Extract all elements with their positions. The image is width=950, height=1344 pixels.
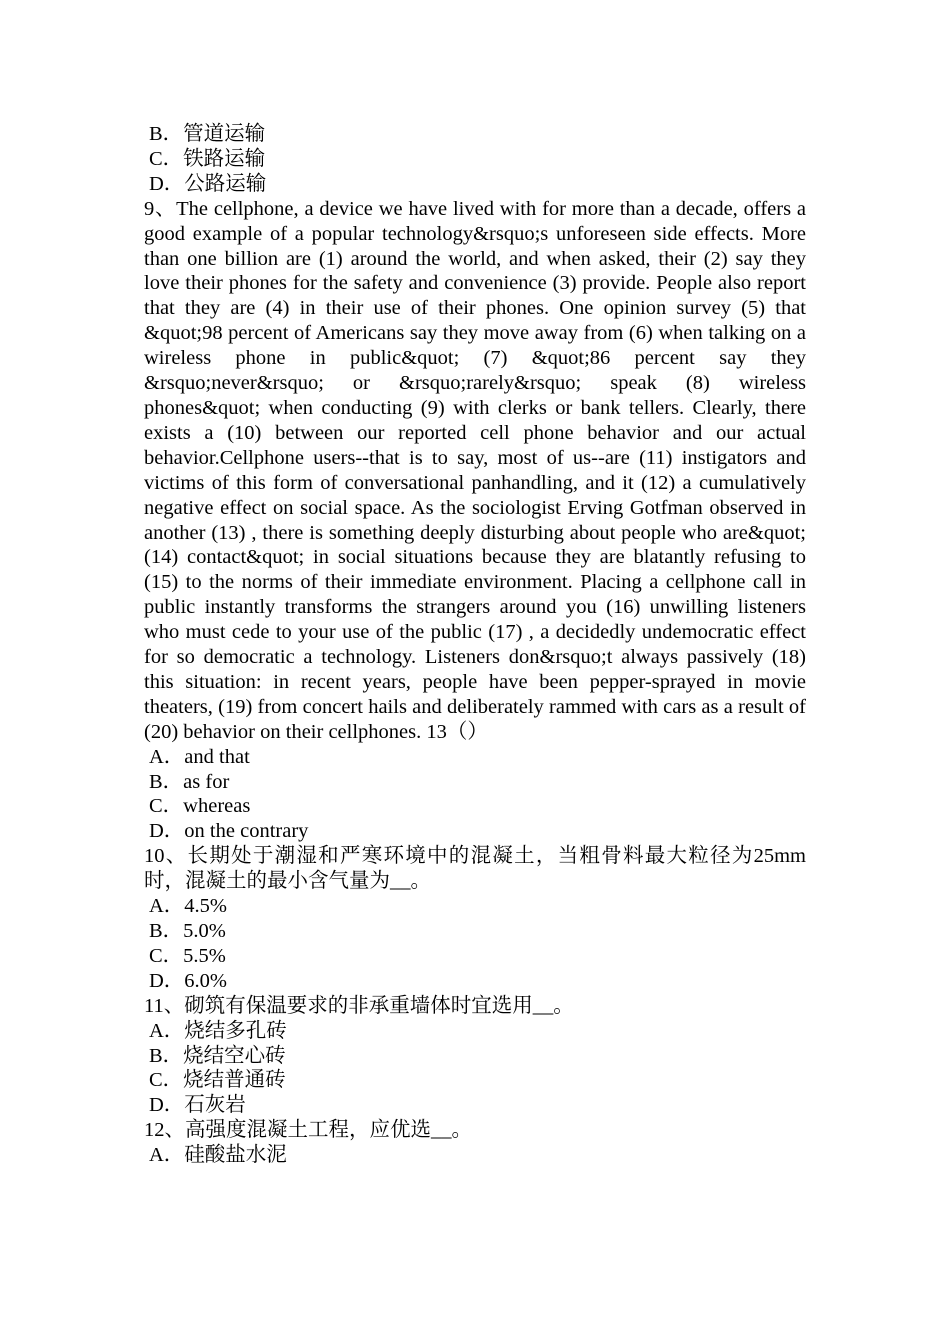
option-a: A．硅酸盐水泥 — [149, 1144, 287, 1167]
option-a: A．烧结多孔砖 — [149, 1019, 287, 1042]
question-9 — [144, 197, 806, 845]
question-10 — [144, 844, 806, 993]
option-c: C．铁路运输 — [149, 147, 266, 170]
option-b: B．烧结空心砖 — [149, 1044, 286, 1067]
option-b: B．as for — [149, 770, 230, 793]
option-b: B．管道运输 — [149, 123, 266, 145]
option-c: C．烧结普通砖 — [149, 1069, 286, 1092]
option-a: A．and that — [149, 745, 250, 768]
question-10-text: 10、长期处于潮湿和严寒环境中的混凝土，当粗骨料最大粒径为25mm时，混凝土的最小含气量为__。 — [144, 845, 806, 893]
question-8-tail — [144, 122, 806, 197]
option-c: C．5.5% — [149, 944, 226, 967]
option-d: D．on the contrary — [149, 820, 309, 843]
question-11-text: 11、砌筑有保温要求的非承重墙体时宜选用__。 — [144, 994, 574, 1017]
question-12 — [144, 1118, 806, 1168]
option-d: D．公路运输 — [149, 172, 267, 195]
question-9-text: 9、The cellphone, a device we have lived with for more than a decade, offers a good example of a popular technology&rsquo;s unforeseen side effects. More than one billion are (1) around the world, and when asked, their (2) say they love their phones for the safety and convenience (3) provide. People also report that they are (4) in their use of their phones. One opinion survey (5) that &quot;98 percent of Americans say they move away from (6) when talking on a wireless phone in public&quot; (7) &quot;86 percent say they &rsquo;never&rsquo; or &rsquo;rarely&rsquo; speak (8) wireless phones&quot; when conducting (9) with clerks or bank tellers. Clearly, there exists a (10) between our reported cell phone behavior and our actual behavior.Cellphone users--that is to say, most of us--are (11) instigators and victims of this form of conversational panhandling, and it (12) a cumulatively negative effect on social space. As the sociologist Erving Gotfman observed in another (13) , there is something deeply disturbing about people who are&quot; (14) contact&quot; in social situations because they are blatantly refusing to (15) to the norms of their immediate environment. Placing a cellphone call in public instantly transforms the strangers around you (16) unwilling listeners who must cede to your use of the public (17) , a decidedly undemocratic effect for so democratic a technology. Listeners don&rsquo;t always passively (18) this situation: in recent years, people have been pepper-sprayed in movie theaters, (19) from concert hails and deliberately rammed with cars as a result of (20) behavior on their cellphones. 13（） — [144, 197, 806, 743]
document-page — [144, 122, 806, 1168]
option-a: A．4.5% — [149, 895, 228, 918]
option-b: B．5.0% — [149, 920, 226, 942]
option-d: D．石灰岩 — [149, 1094, 246, 1117]
option-d: D．6.0% — [149, 969, 228, 992]
question-11 — [144, 994, 806, 1119]
question-12-text: 12、高强度混凝土工程，应优选__。 — [144, 1119, 472, 1142]
option-c: C．whereas — [149, 795, 251, 818]
